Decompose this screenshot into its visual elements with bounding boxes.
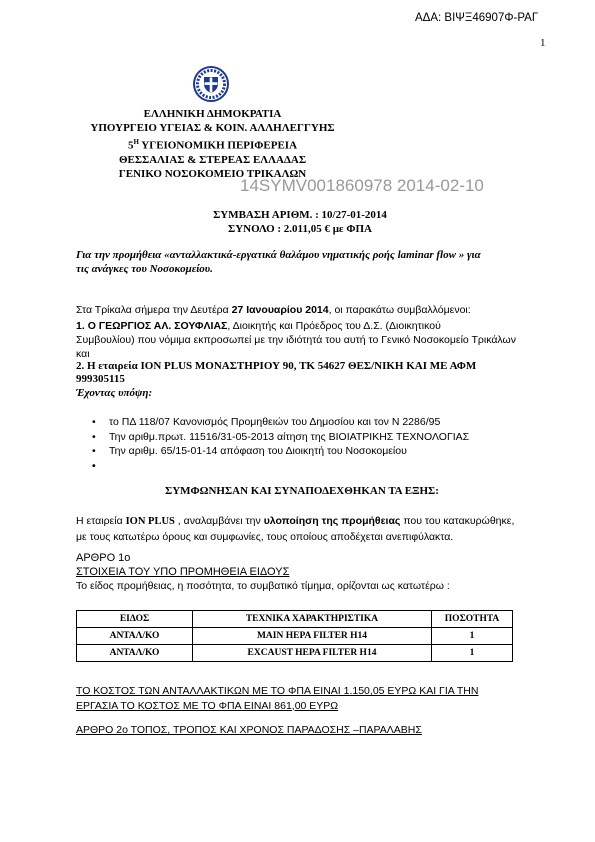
article-1-title: ΑΡΘΡΟ 1ο [76, 552, 131, 564]
party-1: 1. Ο ΓΕΩΡΓΙΟΣ ΑΛ. ΣΟΥΦΛΙΑΣ, Διοικητής και Πρόεδρος του Δ.Σ. (Διοικητικού Συμβουλίου) που νόμιμα εκπροσωπεί με την ιδιότητά του αυτή το Γενικό Νοσοκομείο Τρικάλων και [76, 320, 516, 360]
consideration-item: • Την αριθμ.πρωτ. 11516/31-05-2013 αίτηση της ΒΙΟΙΑΤΡΙΚΗΣ ΤΕΧΝΟΛΟΓΙΑΣ [92, 430, 542, 445]
table-cell: ΑΝΤΑΛ/ΚΟ [77, 628, 193, 645]
header-hospital: ΓΕΝΙΚΟ ΝΟΣΟΚΟΜΕΙΟ ΤΡΙΚΑΛΩΝ [118, 167, 307, 180]
contract-total: ΣΥΝΟΛΟ : 2.011,05 € με ΦΠΑ [228, 223, 372, 235]
header-region: $5^H$ ΥΓΕΙΟΝΟΜΙΚΗ ΠΕΡΙΦΕΡΕΙΑ [127, 138, 298, 152]
article-1-subtitle: ΣΤΟΙΧΕΙΑ ΤΟΥ ΥΠΟ ΠΡΟΜΗΘΕΙΑ ΕΙΔΟΥΣ [76, 566, 290, 578]
consideration-item: • Την αριθμ. 65/15-01-14 απόφαση του Διοικητή του Νοσοκομείου [92, 444, 542, 459]
header-ministry: ΥΠΟΥΡΓΕΙΟ ΥΓΕΙΑΣ & ΚΟΙΝ. ΑΛΛΗΛΕΓΓΥΗΣ [90, 122, 335, 134]
ada-code: ΑΔΑ: ΒΙΨΞ46907Φ-ΡΑΓ [415, 12, 539, 24]
article-1 [76, 551, 556, 593]
hellenic-emblem-icon [193, 66, 229, 102]
subject: Για την προμήθεια «ανταλλακτικά-εργατικά θαλάμου νηματικής ροής laminar flow » για τις ανάγκες του Νοσοκομείου. [76, 249, 481, 275]
cost-statement: ΤΟ ΚΟΣΤΟΣ ΤΩΝ ΑΝΤΑΛΛΑΚΤΙΚΩΝ ΜΕ ΤΟ ΦΠΑ ΕΙΝΑΙ 1.150,05 ΕΥΡΩ ΚΑΙ ΓΙΑ ΤΗΝ ΕΡΓΑΣΙΑ ΤΟ ΚΟΣΤΟΣ ΜΕ ΤΟ ΦΠΑ ΕΙΝΑΙ 861,00 ΕΥΡΩ [76, 685, 479, 712]
table-cell: ΑΝΤΑΛ/ΚΟ [77, 645, 193, 662]
page-number: 1 [540, 37, 546, 49]
contract-number: ΣΥΜΒΑΣΗ ΑΡΙΘΜ. : 10/27-01-2014 [213, 209, 387, 221]
table-row [77, 645, 513, 662]
table-header-cell: ΤΕΧΝΙΚΑ ΧΑΡΑΚΤΗΡΙΣΤΙΚΑ [193, 611, 432, 628]
table-cell: EXCAUST HEPA FILTER H14 [193, 645, 432, 662]
table-cell: MAIN HEPA FILTER H14 [193, 628, 432, 645]
agreed-heading: ΣΥΜΦΩΝΗΣΑΝ ΚΑΙ ΣΥΝΑΠΟΔΕΧΘΗΚΑΝ ΤΑ ΕΞΗΣ: [165, 485, 439, 497]
table-cell: 1 [432, 645, 513, 662]
article-2-title: ΑΡΘΡΟ 2ο ΤΟΠΟΣ, ΤΡΟΠΟΣ ΚΑΙ ΧΡΟΝΟΣ ΠΑΡΑΔΟΣΗΣ –ΠΑΡΑΛΑΒΗΣ [76, 724, 422, 736]
party-2: 2. Η εταιρεία ION PLUS ΜΟΝΑΣΤΗΡΙΟΥ 90, ΤΚ 54627 ΘΕΣ/ΝΙΚΗ ΚΑΙ ΜΕ ΑΦΜ 999305115 [76, 360, 477, 385]
table-header-cell: ΠΟΣΟΤΗΤΑ [432, 611, 513, 628]
intro-line: Στα Τρίκαλα σήμερα την Δευτέρα 27 Ιανουαρίου 2014, οι παρακάτω συμβαλλόμενοι: [76, 304, 471, 316]
letterhead [70, 107, 355, 181]
table-header-cell: ΕΙΔΟΣ [77, 611, 193, 628]
table-cell: 1 [432, 628, 513, 645]
considerations-list [92, 415, 542, 459]
considering-heading: Έχοντας υπόψη: [76, 387, 153, 399]
table-row [77, 628, 513, 645]
header-area: ΘΕΣΣΑΛΙΑΣ & ΣΤΕΡΕΑΣ ΕΛΛΑΔΑΣ [118, 153, 307, 166]
consideration-item: • το ΠΔ 118/07 Κανονισμός Προμηθειών του Δημοσίου και τον Ν 2286/95 [92, 415, 542, 430]
registration-stamp: 14SYMV001860978 2014-02-10 [240, 176, 484, 195]
table-header-row [77, 611, 513, 628]
company-paragraph: Η εταιρεία ION PLUS , αναλαμβάνει την υλοποίηση της προμήθειας που του κατακυρώθηκε, με τους κατωτέρω όρους και συμφωνίες, τους οποίους αποδέχεται ανεπιφύλακτα. [76, 515, 515, 543]
article-1-text: Το είδος προμήθειας, η ποσότητα, το συμβατικό τίμημα, ορίζονται ως κατωτέρω : [76, 580, 450, 592]
header-country: ΕΛΛΗΝΙΚΗ ΔΗΜΟΚΡΑΤΙΑ [143, 108, 282, 120]
items-table [76, 610, 513, 662]
contract-info [180, 208, 420, 236]
